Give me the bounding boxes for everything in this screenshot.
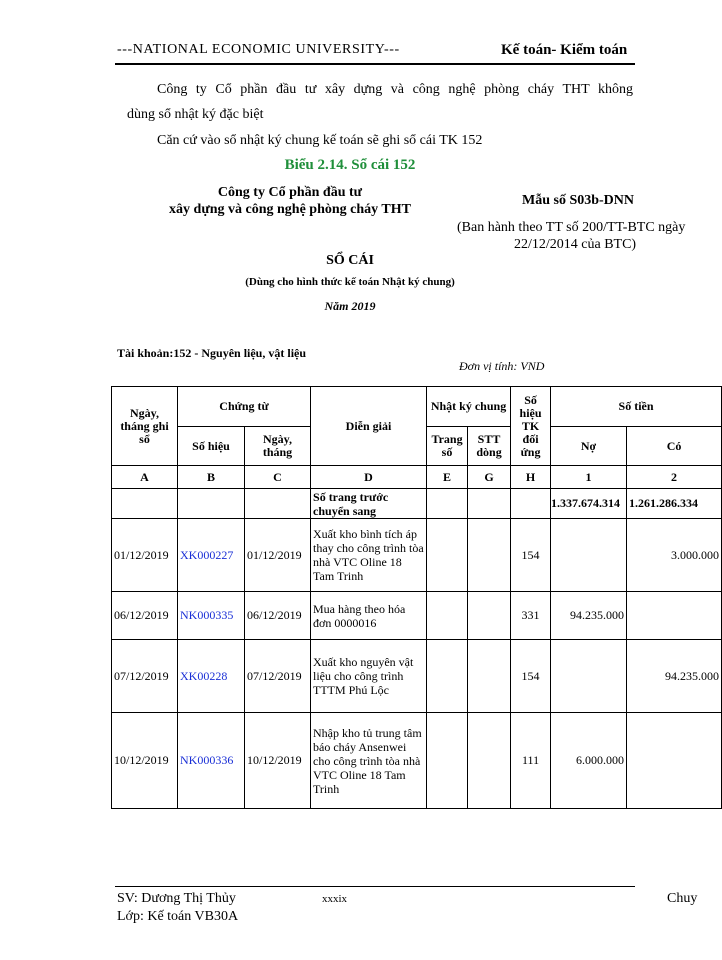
ledger-title: SỔ CÁI xyxy=(326,253,374,268)
figure-caption: Biểu 2.14. Sổ cái 152 xyxy=(284,157,416,173)
code-cell: B xyxy=(178,466,245,489)
form-issued xyxy=(457,219,685,253)
row-credit: 94.235.000 xyxy=(627,640,722,713)
col-page-header: Trang số xyxy=(427,427,468,466)
code-cell: 2 xyxy=(627,466,722,489)
col-voucher-header: Chứng từ xyxy=(178,387,311,427)
footer-class: Lớp: Kế toán VB30A xyxy=(117,909,239,924)
row-voucher-date: 06/12/2019 xyxy=(245,592,311,640)
opening-credit: 1.261.286.334 xyxy=(627,489,722,519)
table-row xyxy=(112,640,722,713)
intro-line-1: Công ty Cổ phần đầu tư xây dựng và công nghệ phòng cháy THT không xyxy=(157,82,633,97)
company-name-line-2: xây dựng và công nghệ phòng cháy THT xyxy=(169,202,411,217)
col-journal-header: Nhật ký chung xyxy=(427,387,511,427)
code-cell: D xyxy=(311,466,427,489)
row-date: 10/12/2019 xyxy=(112,713,178,809)
row-credit: 3.000.000 xyxy=(627,519,722,592)
account-label: Tài khoản:152 - Nguyên liệu, vật liệu xyxy=(117,346,307,360)
row-date: 07/12/2019 xyxy=(112,640,178,713)
row-page xyxy=(427,640,468,713)
col-contra-header: Số hiệu TK đối ứng xyxy=(511,387,551,466)
col-voucher-no-header: Số hiệu xyxy=(178,427,245,466)
row-debit xyxy=(551,519,627,592)
row-page xyxy=(427,592,468,640)
row-debit: 94.235.000 xyxy=(551,592,627,640)
code-cell: C xyxy=(245,466,311,489)
row-date: 06/12/2019 xyxy=(112,592,178,640)
row-page xyxy=(427,713,468,809)
opening-balance-row xyxy=(112,489,722,519)
intro-line-2: dùng sổ nhật ký đặc biệt xyxy=(127,107,264,122)
row-voucher-date: 01/12/2019 xyxy=(245,519,311,592)
header-department: Kế toán- Kiểm toán xyxy=(501,42,628,58)
ledger-year: Năm 2019 xyxy=(324,299,376,313)
company-name-line-1: Công ty Cổ phần đầu tư xyxy=(217,185,363,200)
col-voucher-date-header: Ngày, tháng xyxy=(245,427,311,466)
code-cell: H xyxy=(511,466,551,489)
table-row xyxy=(112,592,722,640)
ledger-subtitle: (Dùng cho hình thức kế toán Nhật ký chung) xyxy=(245,276,455,288)
footer-divider xyxy=(115,886,635,887)
row-description: Mua hàng theo hóa đơn 0000016 xyxy=(311,592,427,640)
row-debit: 6.000.000 xyxy=(551,713,627,809)
col-debit-header: Nợ xyxy=(551,427,627,466)
form-number: Mẫu số S03b-DNN xyxy=(522,193,635,208)
currency-unit: Đơn vị tính: VND xyxy=(459,359,545,373)
row-line xyxy=(468,519,511,592)
code-cell: G xyxy=(468,466,511,489)
table-row xyxy=(112,519,722,592)
intro-line-3: Căn cứ vào sổ nhật ký chung kế toán sẽ ghi sổ cái TK 152 xyxy=(157,133,483,148)
header-university: ---NATIONAL ECONOMIC UNIVERSITY--- xyxy=(117,42,400,57)
form-issued-line-2: 22/12/2014 của BTC) xyxy=(514,237,637,252)
code-cell: E xyxy=(427,466,468,489)
page-number: xxxix xyxy=(322,893,348,905)
col-line-header: STT dòng xyxy=(468,427,511,466)
header-divider xyxy=(115,63,635,65)
opening-label: Số trang trước chuyển sang xyxy=(311,489,427,519)
row-description: Xuất kho bình tích áp thay cho công trình tòa nhà VTC Oline 18 Tam Trinh xyxy=(311,519,427,592)
row-voucher-date: 10/12/2019 xyxy=(245,713,311,809)
code-row xyxy=(112,466,722,489)
row-contra: 154 xyxy=(511,519,551,592)
row-voucher-no[interactable]: XK000227 xyxy=(178,519,245,592)
row-debit xyxy=(551,640,627,713)
row-voucher-date: 07/12/2019 xyxy=(245,640,311,713)
header-row-1 xyxy=(112,387,722,427)
form-issued-line-1: (Ban hành theo TT số 200/TT-BTC ngày xyxy=(457,220,686,235)
footer-right-text: Chuy xyxy=(667,891,698,906)
row-line xyxy=(468,592,511,640)
row-contra: 111 xyxy=(511,713,551,809)
row-voucher-no[interactable]: NK000335 xyxy=(178,592,245,640)
col-amount-header: Số tiền xyxy=(551,387,722,427)
code-cell: 1 xyxy=(551,466,627,489)
footer-student: SV: Dương Thị Thủy xyxy=(117,891,236,906)
row-description: Xuất kho nguyên vật liệu cho công trình TTTM Phú Lộc xyxy=(311,640,427,713)
opening-debit: 1.337.674.314 xyxy=(551,489,627,519)
company-name xyxy=(120,184,460,218)
ledger-table xyxy=(111,386,722,809)
row-page xyxy=(427,519,468,592)
row-credit xyxy=(627,592,722,640)
row-credit xyxy=(627,713,722,809)
row-contra: 331 xyxy=(511,592,551,640)
row-voucher-no[interactable]: NK000336 xyxy=(178,713,245,809)
row-date: 01/12/2019 xyxy=(112,519,178,592)
col-credit-header: Có xyxy=(627,427,722,466)
row-voucher-no[interactable]: XK00228 xyxy=(178,640,245,713)
row-contra: 154 xyxy=(511,640,551,713)
col-description-header: Diễn giải xyxy=(311,387,427,466)
code-cell: A xyxy=(112,466,178,489)
row-description: Nhập kho tủ trung tâm báo cháy Ansenwei cho công trình tòa nhà VTC Oline 18 Tam Trinh xyxy=(311,713,427,809)
table-row xyxy=(112,713,722,809)
col-date-header: Ngày, tháng ghi sổ xyxy=(112,387,178,466)
row-line xyxy=(468,640,511,713)
row-line xyxy=(468,713,511,809)
